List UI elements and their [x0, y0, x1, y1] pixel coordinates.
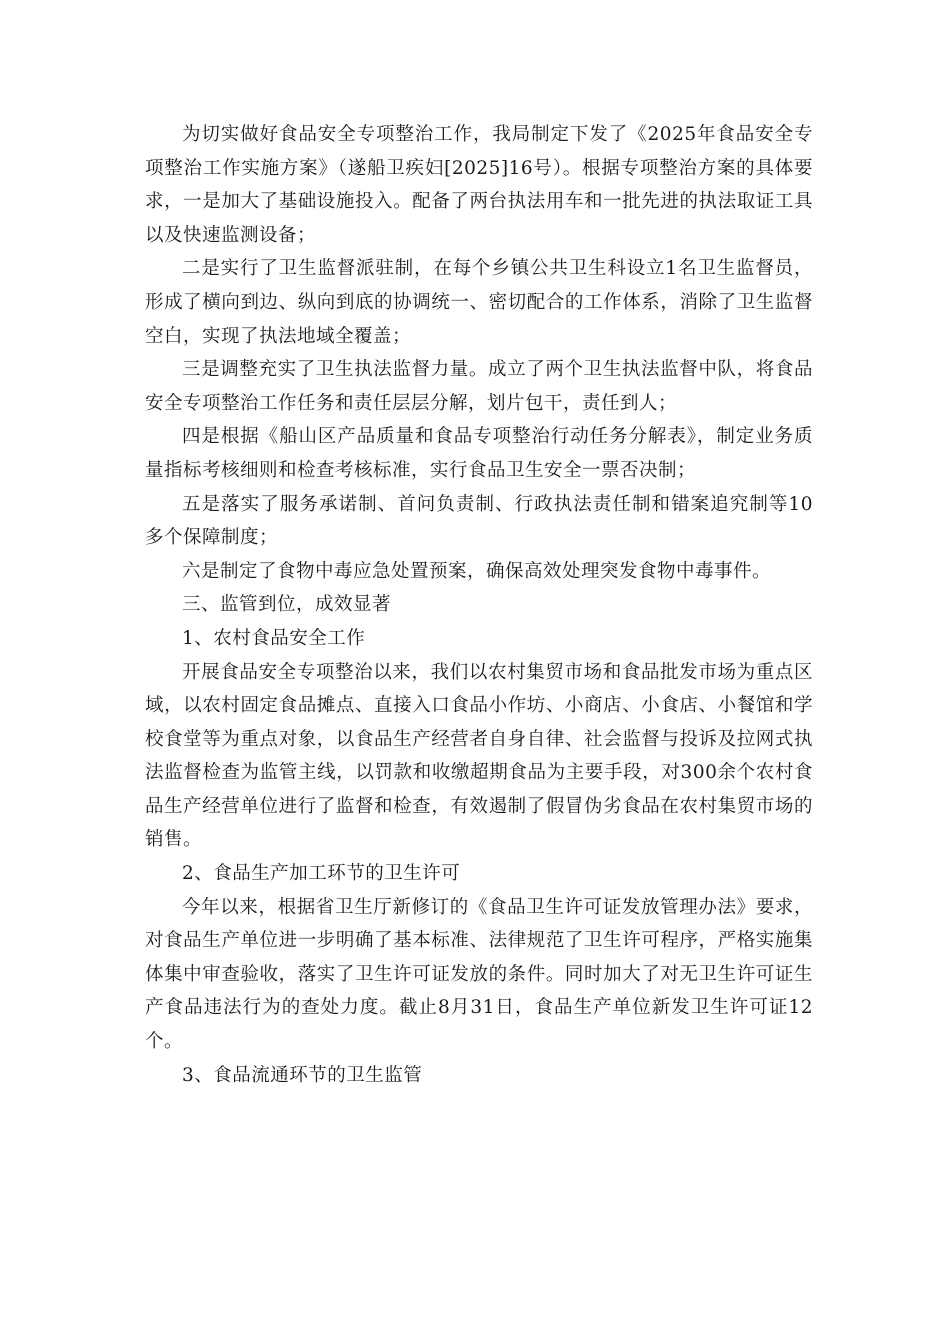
paragraph-rural-food-safety: 开展食品安全专项整治以来，我们以农村集贸市场和食品批发市场为重点区域，以农村固定食品摊点、直接入口食品小作坊、小商店、小食店、小餐馆和学校食堂等为重点对象，以食品生产经营者自身自律、社会监督与投诉及拉网式执法监督检查为监管主线，以罚款和收缴超期食品为主要手段，对300余个农村食品生产经营单位进行了监督和检查，有效遏制了假冒伪劣食品在农村集贸市场的销售。 — [145, 661, 813, 851]
paragraph-measure-3: 三是调整充实了卫生执法监督力量。成立了两个卫生执法监督中队，将食品安全专项整治工作任务和责任层层分解，划片包干，责任到人； — [145, 359, 813, 414]
subheading-1: 1、农村食品安全工作 — [182, 627, 366, 649]
subheading-2: 2、食品生产加工环节的卫生许可 — [182, 863, 461, 885]
paragraph-measures-intro: 为切实做好食品安全专项整治工作，我局制定下发了《2025年食品安全专项整治工作实施方案》（遂船卫疾妇[2025]16号）。根据专项整治方案的具体要求，一是加大了基础设施投入。配备了两台执法用车和一批先进的执法取证工具以及快速监测设备； — [145, 124, 813, 246]
paragraph-measure-4: 四是根据《船山区产品质量和食品专项整治行动任务分解表》，制定业务质量指标考核细则和检查考核标准，实行食品卫生安全一票否决制； — [145, 426, 813, 481]
paragraph-measure-2: 二是实行了卫生监督派驻制，在每个乡镇公共卫生科设立1名卫生监督员，形成了横向到边、纵向到底的协调统一、密切配合的工作体系，消除了卫生监督空白，实现了执法地域全覆盖； — [145, 258, 813, 347]
paragraph-hygiene-license: 今年以来，根据省卫生厅新修订的《食品卫生许可证发放管理办法》要求，对食品生产单位进一步明确了基本标准、法律规范了卫生许可程序，严格实施集体集中审查验收，落实了卫生许可证发放的条件。同时加大了对无卫生许可证生产食品违法行为的查处力度。截止8月31日，食品生产单位新发卫生许可证12个。 — [145, 896, 813, 1053]
document-body — [145, 118, 813, 1092]
subheading-3: 3、食品流通环节的卫生监管 — [182, 1064, 423, 1086]
section-heading-3: 三、监管到位，成效显著 — [182, 594, 392, 616]
paragraph-measure-5: 五是落实了服务承诺制、首问负责制、行政执法责任制和错案追究制等10多个保障制度； — [145, 493, 813, 549]
paragraph-measure-6: 六是制定了食物中毒应急处置预案，确保高效处理突发食物中毒事件。 — [182, 560, 772, 582]
